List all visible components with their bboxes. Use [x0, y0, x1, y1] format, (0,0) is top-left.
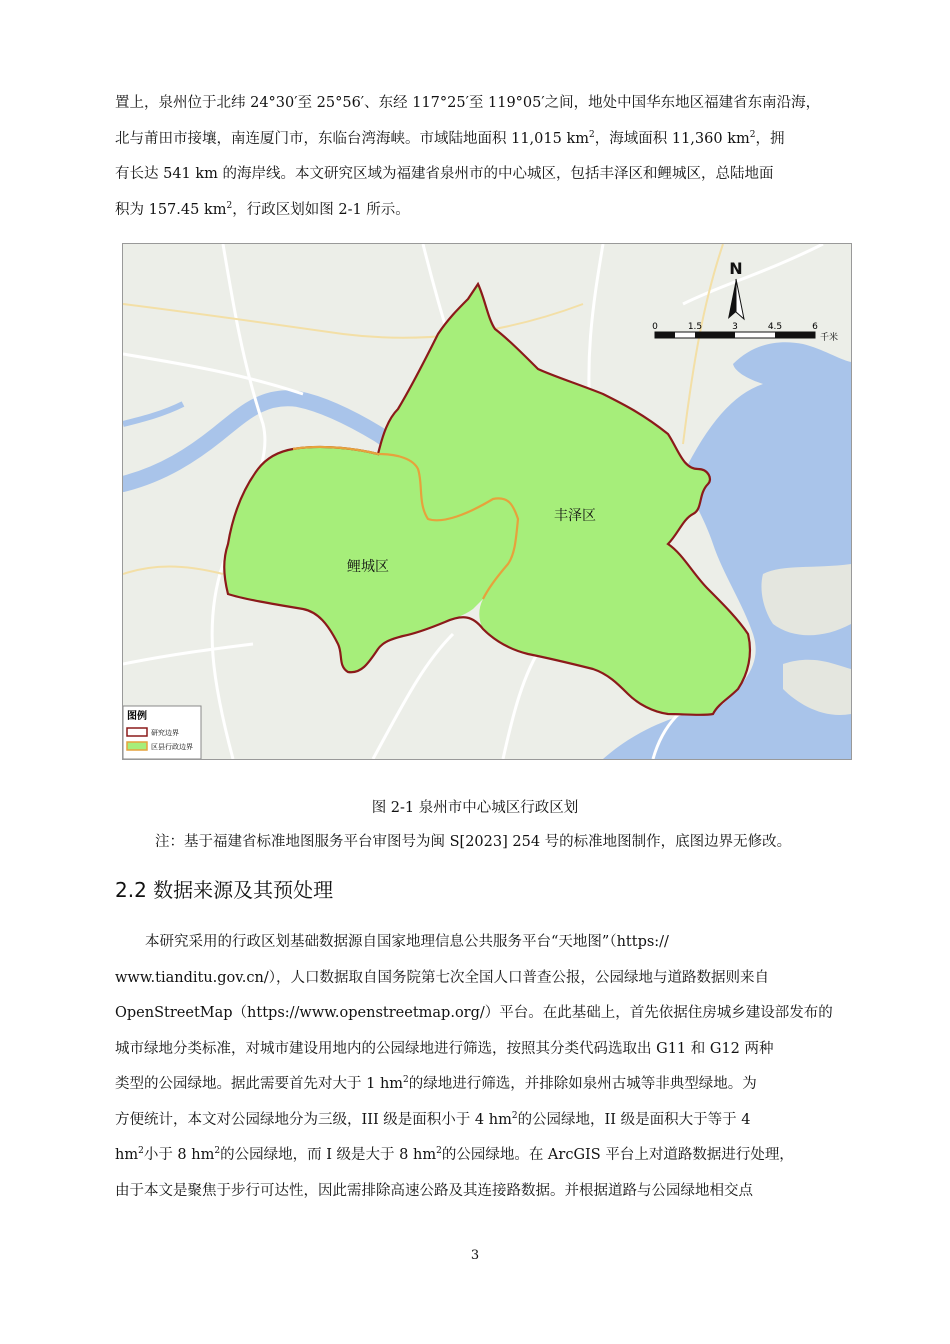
- page-number: 3: [470, 1248, 480, 1263]
- para1-line-1: 置上，泉州位于北纬 24°30′至 25°56′、东经 117°25′至 119°05′之间，地处中国华东地区福建省东南沿海，: [115, 95, 821, 111]
- legend-swatch-district: [127, 742, 147, 750]
- section-heading: 2.2 数据来源及其预处理: [115, 878, 334, 902]
- peninsula: [761, 564, 851, 635]
- scale-tick-4: 6: [812, 322, 818, 332]
- legend-title: 图例: [127, 711, 147, 722]
- scale-tick-3: 4.5: [767, 322, 783, 332]
- legend-item-district: 区县行政边界: [151, 743, 193, 751]
- map-canvas: [123, 244, 851, 759]
- label-licheng: 鲤城区: [347, 559, 389, 575]
- scale-tick-1: 1.5: [687, 322, 703, 332]
- figure-note: 注：基于福建省标准地图服务平台审图号为闽 S[2023] 254 号的标准地图制作，底图边界无修改。: [155, 834, 792, 850]
- para2-line-1: 本研究采用的行政区划基础数据源自国家地理信息公共服务平台“天地图”（https://: [145, 934, 669, 950]
- para1-line-4: 积为 157.45 $km^2$，行政区划如图 2-1 所示。: [115, 200, 410, 218]
- svg-text:N: N: [729, 259, 743, 278]
- para2-line-2: www.tianditu.gov.cn/），人口数据取自国务院第七次全国人口普查公报，公园绿地与道路数据则来自: [115, 969, 769, 986]
- para2-line-5: 类型的公园绿地。据此需要首先对大于 1 $hm^2$的绿地进行筛选，并排除如泉州古城等非典型绿地。为: [115, 1075, 757, 1092]
- para2-line-8: 由于本文是聚焦于步行可达性，因此需排除高速公路及其连接路数据。并根据道路与公园绿地相交点: [115, 1182, 753, 1199]
- para2-line-7: $hm^2$小于 8 $hm^2$的公园绿地，而 I 级是大于 8 $hm^2$的公园绿地。在 ArcGIS 平台上对道路数据进行处理，: [115, 1146, 794, 1163]
- para1-line-3: 有长达 541 km 的海岸线。本文研究区域为福建省泉州市的中心城区，包括丰泽区和鲤城区，总陆地面: [115, 166, 774, 182]
- legend-item-research: 研究边界: [151, 729, 179, 737]
- map-legend: [123, 706, 201, 759]
- legend-swatch-research: [127, 728, 147, 736]
- label-fengze: 丰泽区: [554, 508, 596, 524]
- paragraph-1: [115, 86, 860, 228]
- para2-line-3: OpenStreetMap（https://www.openstreetmap.org/）平台。在此基础上，首先依据住房城乡建设部发布的: [115, 1005, 833, 1021]
- district-map-figure: [122, 243, 852, 760]
- para2-line-6: 方便统计，本文对公园绿地分为三级，III 级是面积小于 4 $hm^2$的公园绿地，II 级是面积大于等于 4: [115, 1110, 751, 1128]
- paragraph-2: [115, 925, 860, 1209]
- scale-unit: 千米: [819, 333, 839, 343]
- para2-line-4: 城市绿地分类标准，对城市建设用地内的公园绿地进行筛选，按照其分类代码选取出 G11 和 G12 两种: [115, 1040, 774, 1057]
- scale-tick-2: 3: [732, 322, 738, 332]
- figure-caption: 图 2-1 泉州市中心城区行政区划: [371, 800, 579, 816]
- scale-tick-0: 0: [652, 322, 658, 332]
- para1-line-2: 北与莆田市接壤，南连厦门市，东临台湾海峡。市域陆地面积 11,015 $km^2$，海域面积 11,360 $km^2$，拥: [115, 129, 785, 147]
